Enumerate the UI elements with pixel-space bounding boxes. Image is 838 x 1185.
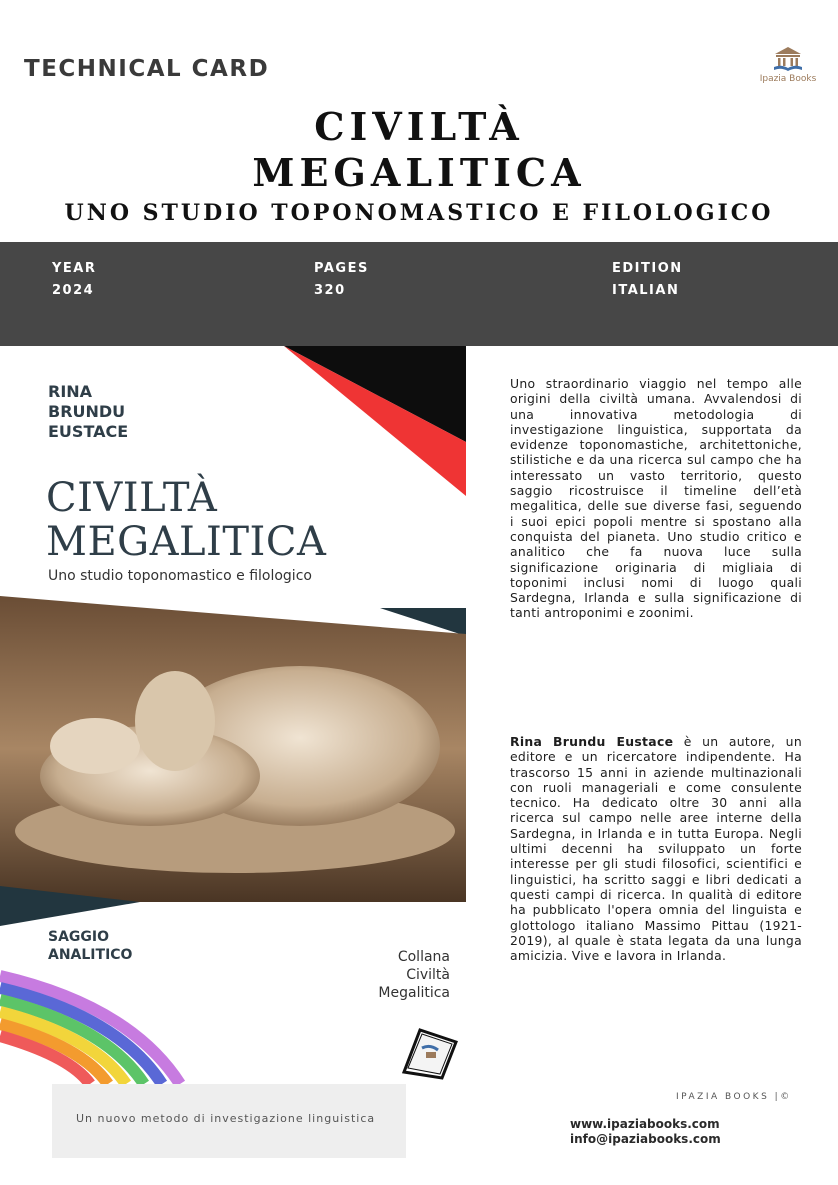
pages-value: 320 xyxy=(314,283,346,298)
author-bio-text: è un autore, un editore e un ricercatore indipendente. Ha trascorso 15 anni in aziende multinazionali con ruoli manageriali e come consulente tecnico. Ha dedicato oltre 30 anni alla ricerca sul campo nelle aree interne della Sardegna, in Irlanda e in tutta Europa. Negli ultimi decenni ha sviluppato un forte interesse per gli studi filosofici, scientifici e linguistici, ha scritto saggi e libri dedicati a questi campi di ricerca. In qualità di editore ha pubblicato l'opera omnia del linguista e glottologo italiano Massimo Pittau (1921-2019), al quale è stata legata da una lunga amicizia. Vive e lavora in Irlanda. xyxy=(510,734,802,964)
cover-series xyxy=(378,948,450,1002)
cover-subtitle: Uno studio toponomastico e filologico xyxy=(48,568,312,584)
cover-author xyxy=(48,382,128,442)
cover-genre xyxy=(48,928,132,964)
email-link[interactable]: info@ipaziabooks.com xyxy=(570,1132,721,1146)
edition-value: ITALIAN xyxy=(612,283,680,298)
main-subtitle: UNO STUDIO TOPONOMASTICO E FILOLOGICO xyxy=(64,200,774,226)
meta-pages xyxy=(314,258,369,302)
cover-author-line3: EUSTACE xyxy=(48,422,129,441)
footer-brand: IPAZIA BOOKS |© xyxy=(676,1092,792,1102)
edition-label: EDITION xyxy=(612,261,683,276)
cover-author-line1: RINA xyxy=(48,382,93,401)
book-cover xyxy=(0,346,466,1084)
tagline-text: Un nuovo metodo di investigazione linguistica xyxy=(76,1112,376,1125)
author-name: Rina Brundu Eustace xyxy=(510,734,674,749)
author-bio xyxy=(510,734,802,963)
cover-series-line2: Civiltà xyxy=(406,967,450,983)
cover-series-line1: Collana xyxy=(397,949,450,965)
main-title-line1: CIVILTÀ xyxy=(314,104,524,149)
year-label: YEAR xyxy=(52,261,97,276)
cover-author-line2: BRUNDU xyxy=(48,402,126,421)
cover-title xyxy=(46,476,326,564)
cover-title-line1: CIVILTÀ xyxy=(46,475,218,521)
publisher-logo xyxy=(752,46,824,92)
logo-text: Ipazia Books xyxy=(759,74,817,84)
website-link[interactable]: www.ipaziabooks.com xyxy=(570,1117,720,1131)
footer-contacts xyxy=(570,1117,721,1147)
meta-year xyxy=(52,258,96,302)
temple-book-icon xyxy=(771,46,805,72)
tagline-box xyxy=(52,1084,406,1158)
book-description: Uno straordinario viaggio nel tempo alle origini della civiltà umana. Avvalendosi di una innovativa metodologia di investigazione linguistica, supportata da evidenze toponomastiche, architettoniche, stilistiche e da una ricerca sul campo che ha interessato un vasto territorio, questo saggio ricostruisce il timeline dell’età megalitica, delle sue diverse fasi, seguendo i suoi epici popoli mentre si spostano alla conquista del pianeta. Uno studio critico e analitico che fa nuova luce sulla significazione originaria di migliaia di toponimi inclusi nomi di luogo quali Sardegna, Irlanda e sulla significazione di tanti antroponimi e zoonimi. xyxy=(510,376,802,621)
cover-genre-line1: SAGGIO xyxy=(48,929,110,945)
meta-edition xyxy=(612,258,683,302)
technical-card-label: TECHNICAL CARD xyxy=(24,56,270,82)
cover-series-line3: Megalitica xyxy=(378,985,450,1001)
main-title-line2: MEGALITICA xyxy=(252,150,586,195)
cover-genre-line2: ANALITICO xyxy=(48,947,133,963)
cover-book-logo-icon xyxy=(400,1022,462,1080)
metadata-band xyxy=(0,242,838,346)
pages-label: PAGES xyxy=(314,261,369,276)
year-value: 2024 xyxy=(52,283,95,298)
cover-title-line2: MEGALITICA xyxy=(46,519,327,565)
